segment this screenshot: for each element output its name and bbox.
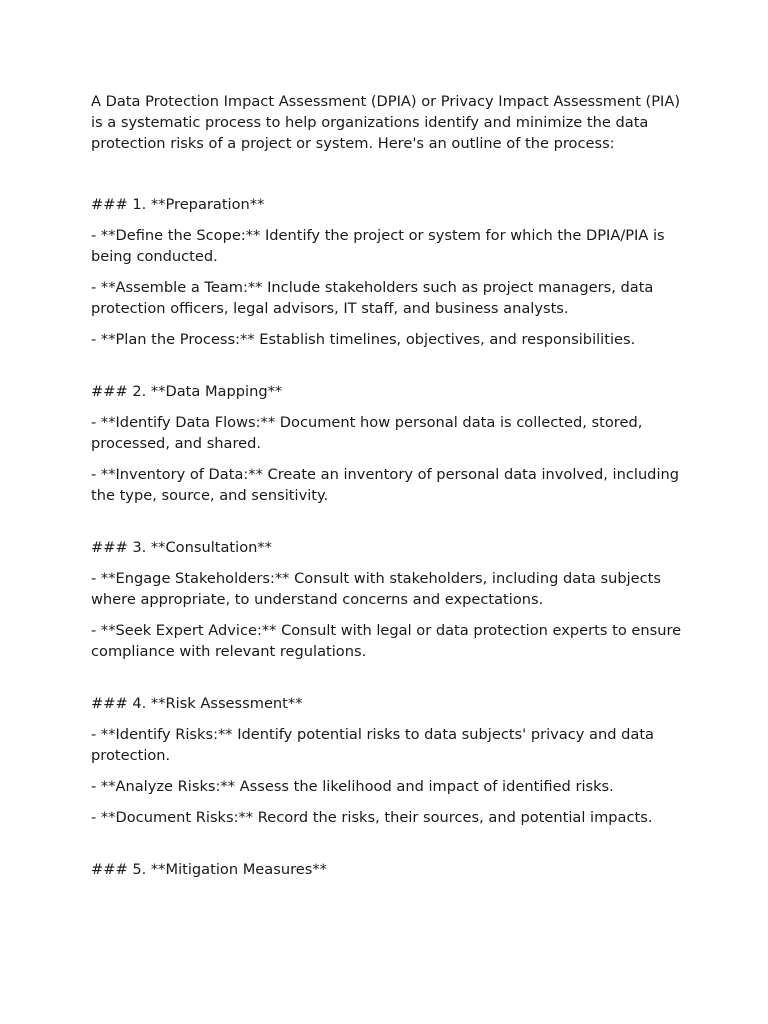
section-preparation — [91, 194, 691, 350]
section-heading: ### 3. **Consultation** — [91, 539, 272, 556]
list-item: - **Document Risks:** Record the risks, their sources, and potential impacts. — [91, 809, 653, 826]
section-risk-assessment — [91, 693, 691, 828]
list-item: - **Seek Expert Advice:** Consult with legal or data protection experts to ensure compliance with relevant regulations. — [91, 622, 682, 660]
list-item: - **Identify Risks:** Identify potential risks to data subjects' privacy and data protection. — [91, 726, 654, 764]
list-item: - **Analyze Risks:** Assess the likelihood and impact of identified risks. — [91, 778, 614, 795]
document-page — [91, 91, 691, 890]
list-item: - **Define the Scope:** Identify the project or system for which the DPIA/PIA is being conducted. — [91, 227, 665, 265]
section-heading: ### 2. **Data Mapping** — [91, 383, 283, 400]
list-item: - **Assemble a Team:** Include stakeholders such as project managers, data protection officers, legal advisors, IT staff, and business analysts. — [91, 279, 654, 317]
section-heading: ### 4. **Risk Assessment** — [91, 695, 303, 712]
section-mitigation-measures — [91, 859, 691, 880]
list-item: - **Plan the Process:** Establish timelines, objectives, and responsibilities. — [91, 331, 636, 348]
intro-paragraph: A Data Protection Impact Assessment (DPIA) or Privacy Impact Assessment (PIA) is a systematic process to help organizations identify and minimize the data protection risks of a project or system. Here's an outline of the process: — [91, 93, 681, 152]
list-item: - **Engage Stakeholders:** Consult with stakeholders, including data subjects where appropriate, to understand concerns and expectations. — [91, 570, 662, 608]
section-consultation — [91, 537, 691, 662]
list-item: - **Inventory of Data:** Create an inventory of personal data involved, including the type, source, and sensitivity. — [91, 466, 680, 504]
section-heading: ### 5. **Mitigation Measures** — [91, 861, 327, 878]
section-data-mapping — [91, 381, 691, 506]
list-item: - **Identify Data Flows:** Document how personal data is collected, stored, processed, and shared. — [91, 414, 643, 452]
section-heading: ### 1. **Preparation** — [91, 196, 265, 213]
